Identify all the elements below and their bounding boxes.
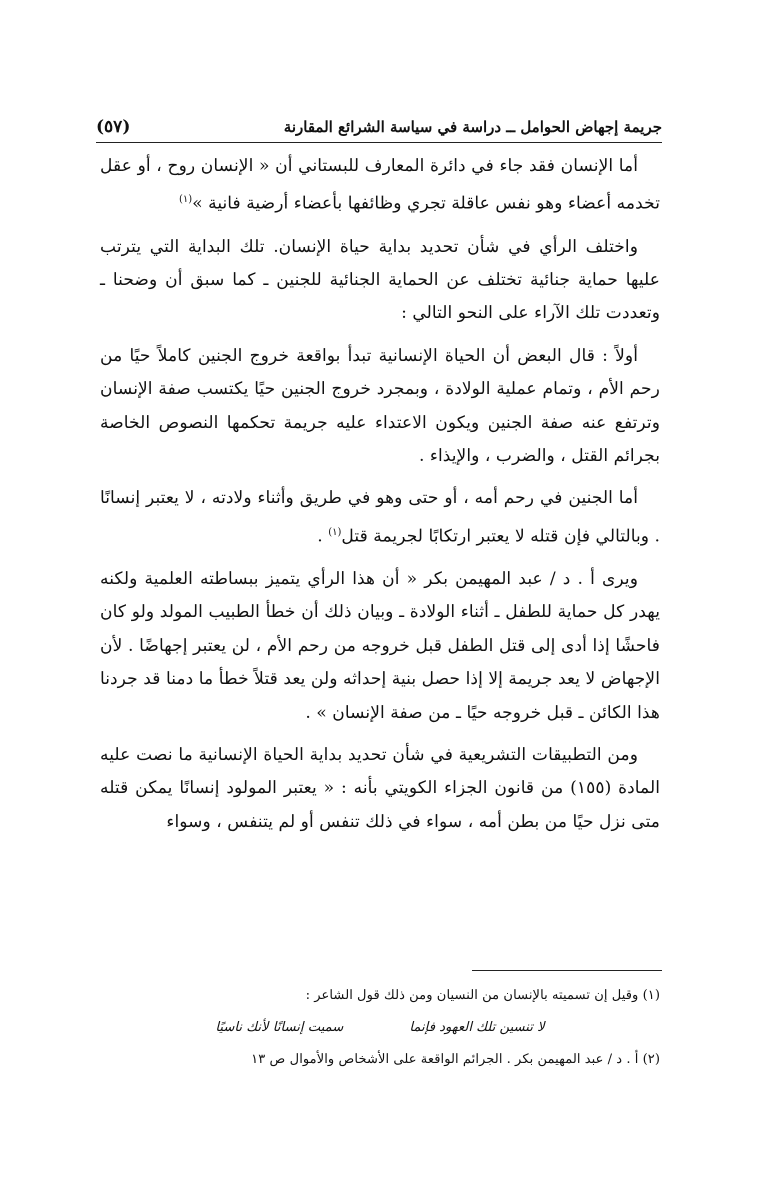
running-header <box>96 112 662 142</box>
verse-hemistich-2: سميت إنسانًا لأنك ناسيًا <box>215 1020 344 1035</box>
footnote-ref-1: (١) <box>178 194 193 206</box>
paragraph-3: أولاً : قال البعض أن الحياة الإنسانية تبدأ بواقعة خروج الجنين كاملاً حيًا من رحم الأم ، وتمام عملية الولادة ، وبمجرد خروج الجنين حيًا يكتسب صفة الإنسان وترتفع عنه صفة الجنين ويكون الاعتداء عليه جريمة تحكمها النصوص الخاصة بجرائم القتل ، والضرب ، والإيذاء . <box>100 345 660 466</box>
paragraph-4 <box>100 482 660 554</box>
footnote-verse <box>100 1012 660 1044</box>
running-title: جريمة إجهاض الحوامل ــ دراسة في سياسة الشرائع المقارنة <box>283 118 662 136</box>
paragraph-4-end: . <box>317 526 329 547</box>
main-text <box>100 150 660 848</box>
paragraph-1 <box>100 150 660 222</box>
footnote-1: (١) وقيل إن تسميته بالإنسان من النسيان ومن ذلك قول الشاعر : <box>305 988 660 1003</box>
verse-hemistich-1: لا تنسين تلك العهود فإنما <box>409 1020 545 1035</box>
footnote-2: (٢) أ . د / عبد المهيمن بكر . الجرائم الواقعة على الأشخاص والأموال ص ١٣ <box>251 1052 660 1067</box>
paragraph-1-text: أما الإنسان فقد جاء في دائرة المعارف للبستاني أن « الإنسان روح ، أو عقل تخدمه أعضاء وهو نفس عاقلة تجري وظائفها بأعضاء أرضية فانية » <box>100 156 660 215</box>
header-divider <box>96 142 662 143</box>
paragraph-5: ويرى أ . د / عبد المهيمن بكر « أن هذا الرأي يتميز ببساطته العلمية ولكنه يهدر كل حماية للطفل ـ أثناء الولادة ـ وبيان ذلك أن خطأ الطبيب المولد ولو كان فاحشًا إذا أدى إلى قتل الطفل قبل خروجه من رحم الأم ، لن يعتبر إجهاضًا . لأن الإجهاض لا يعد جريمة إلا إذا حصل بنية إحداثه ولن يعد قتلاً خطأ ما دمنا قد جردنا هذا الكائن ـ قبل خروجه حيًا ـ من صفة الإنسان » . <box>100 568 660 723</box>
page-number: (٥٧) <box>96 117 131 137</box>
footnote-divider <box>472 970 662 971</box>
paragraph-6: ومن التطبيقات التشريعية في شأن تحديد بداية الحياة الإنسانية ما نصت عليه المادة (١٥٥) من قانون الجزاء الكويتي بأنه : « يعتبر المولود إنسانًا يمكن قتله متى نزل حيًا من بطن أمه ، سواء في ذلك تنفس أو لم يتنفس ، وسواء <box>100 744 660 832</box>
footnotes <box>100 980 660 1076</box>
paragraph-4-text: أما الجنين في رحم أمه ، أو حتى وهو في طريق وأثناء ولادته ، لا يعتبر إنسانًا . وبالتالي فإن قتله لا يعتبر ارتكابًا لجريمة قتل <box>100 488 660 547</box>
paragraph-2: واختلف الرأي في شأن تحديد بداية حياة الإنسان. تلك البداية التي يترتب عليها حماية جنائية تختلف عن الحماية الجنائية للجنين ـ كما سبق أن وضحنا ـ وتعددت تلك الآراء على النحو التالي : <box>100 236 660 324</box>
footnote-ref-2: (١) <box>328 526 342 538</box>
